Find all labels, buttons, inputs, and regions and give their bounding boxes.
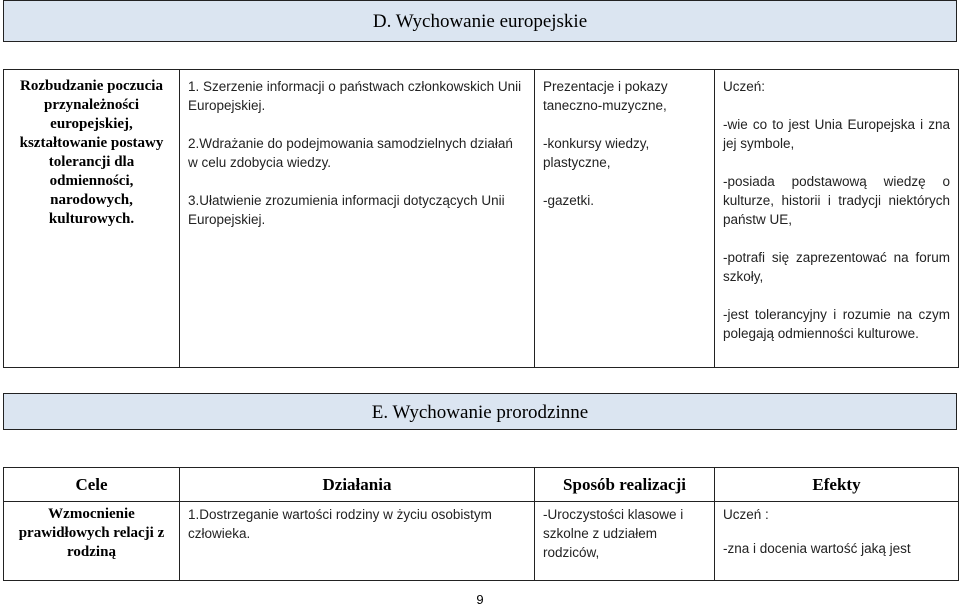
column-header-goals: Cele [4, 468, 180, 502]
action-item: 1. Szerzenie informacji o państwach członkowskich Unii Europejskiej. [188, 79, 522, 113]
table-row [4, 502, 959, 581]
method-item: Prezentacje i pokazy taneczno-muzyczne, [543, 79, 668, 113]
action-item: 2.Wdrażanie do podejmowania samodzielnych działań w celu zdobycia wiedzy. [188, 136, 513, 170]
action-item: 3.Ułatwienie zrozumienia informacji dotyczących Unii Europejskiej. [188, 193, 505, 227]
effect-item: -wie co to jest Unia Europejska i zna jej symbole, [723, 117, 950, 151]
goal-cell [4, 502, 180, 581]
effect-item: -posiada podstawową wiedzę o kulturze, historii i tradycji niektórych państw UE, [723, 174, 950, 227]
effects-cell [715, 70, 959, 368]
actions-cell [180, 502, 535, 581]
effects-intro: Uczeń : [723, 507, 769, 522]
method-item: -gazetki. [543, 193, 595, 208]
goal-cell [4, 70, 180, 368]
table-row [4, 70, 959, 368]
action-item: 1.Dostrzeganie wartości rodziny w życiu osobistym człowieka. [188, 507, 492, 541]
section-d-table [3, 69, 959, 368]
effect-item: -potrafi się zaprezentować na forum szkoły, [723, 250, 950, 284]
section-d-title: D. Wychowanie europejskie [3, 0, 957, 42]
column-header-effects: Efekty [715, 468, 959, 502]
column-header-methods: Sposób realizacji [535, 468, 715, 502]
actions-cell [180, 70, 535, 368]
section-e-title: E. Wychowanie prorodzinne [3, 393, 957, 430]
effects-intro: Uczeń: [723, 79, 766, 94]
page-number: 9 [476, 592, 484, 607]
goal-text: Rozbudzanie poczucia przynależności europejskiej, kształtowanie postawy tolerancji dla odmienności, narodowych, kulturowych. [19, 78, 164, 227]
effects-cell [715, 502, 959, 581]
goal-text: Wzmocnienie prawidłowych relacji z rodziną [18, 506, 165, 560]
effect-item: -jest tolerancyjny i rozumie na czym polegają odmienności kulturowe. [723, 307, 950, 341]
section-e-table [3, 467, 959, 581]
methods-cell [535, 70, 715, 368]
methods-cell [535, 502, 715, 581]
effect-item: -zna i docenia wartość jaką jest [723, 541, 911, 556]
method-item: -konkursy wiedzy, plastyczne, [543, 136, 650, 170]
column-header-actions: Działania [180, 468, 535, 502]
table-header-row [4, 468, 959, 502]
method-item: -Uroczystości klasowe i szkolne z udziałem rodziców, [543, 507, 684, 560]
